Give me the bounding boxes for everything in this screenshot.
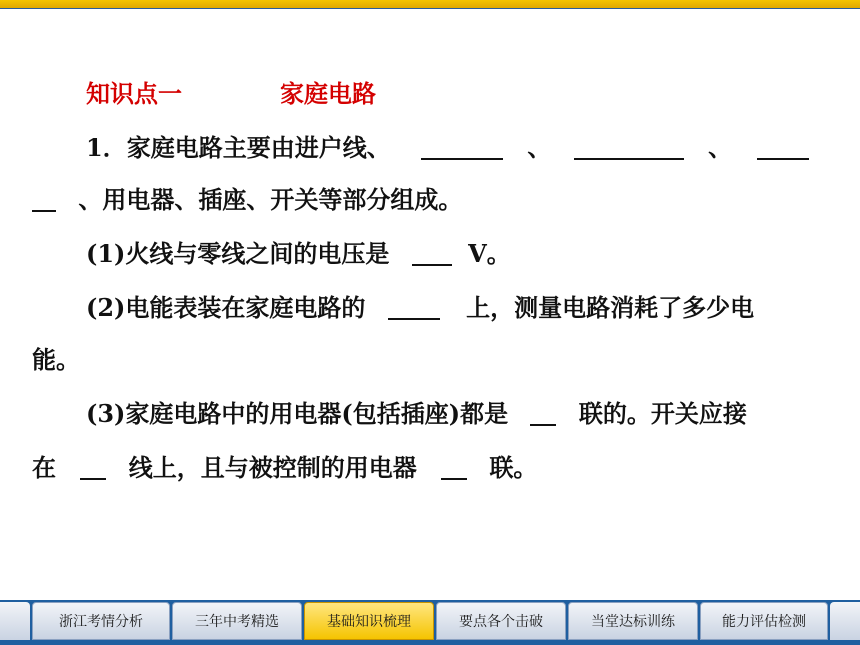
tab-zhejiang-analysis[interactable] [32, 602, 170, 640]
blank-field [388, 296, 440, 320]
heading-title: 家庭电路 [280, 80, 376, 108]
tab-label: 能力评估检测 [722, 614, 806, 630]
tab-key-points[interactable] [436, 602, 566, 640]
item3-text-cont: 能。 [32, 345, 80, 374]
blank-field [412, 242, 452, 266]
item3-text: (2)电能表装在家庭电路的 [86, 293, 366, 322]
item1-line1 [86, 128, 809, 163]
item2-line [86, 234, 511, 269]
item2-text: (1)火线与零线之间的电压是 [86, 239, 390, 268]
separator: 、 [527, 133, 552, 162]
tab-ability-assessment[interactable] [700, 602, 828, 640]
heading-label: 知识点一 [86, 80, 182, 108]
separator: 、 [708, 133, 733, 162]
item4-text-after: 联的。开关应接 [578, 399, 747, 428]
item3-line1 [86, 288, 754, 323]
item4-text: (3)家庭电路中的用电器(包括插座)都是 [86, 399, 509, 428]
item3-line2 [32, 340, 80, 375]
nav-edge-left [0, 602, 30, 640]
bottom-nav [0, 600, 860, 645]
item3-text-after: 上，测量电路消耗了多少电 [466, 293, 755, 322]
nav-edge-right [830, 602, 860, 640]
item4-text-mid: 线上，且与被控制的用电器 [128, 453, 417, 482]
tab-label: 浙江考情分析 [59, 614, 143, 630]
tab-class-practice[interactable] [568, 602, 698, 640]
section-heading [86, 74, 376, 109]
tab-three-year-exams[interactable] [172, 602, 302, 640]
item1-text-cont: 、用电器、插座、开关等部分组成。 [78, 185, 463, 214]
item1-line2 [32, 180, 462, 215]
blank-field [32, 188, 56, 212]
item4-line2 [32, 448, 537, 483]
item1-text: 1．家庭电路主要由进户线、 [86, 133, 391, 162]
item4-text-end: 联。 [489, 453, 538, 482]
item4-text-start: 在 [32, 453, 56, 482]
blank-field [441, 456, 467, 480]
item2-unit: V。 [468, 239, 511, 268]
tab-basic-knowledge[interactable] [304, 602, 434, 640]
tab-label: 要点各个击破 [459, 614, 543, 630]
blank-field [530, 402, 556, 426]
blank-field [574, 136, 684, 160]
tab-label: 基础知识梳理 [327, 614, 411, 630]
blank-field [757, 136, 809, 160]
tab-label: 三年中考精选 [195, 614, 279, 630]
tab-label: 当堂达标训练 [591, 614, 675, 630]
item4-line1 [86, 394, 747, 429]
blank-field [421, 136, 503, 160]
blank-field [80, 456, 106, 480]
